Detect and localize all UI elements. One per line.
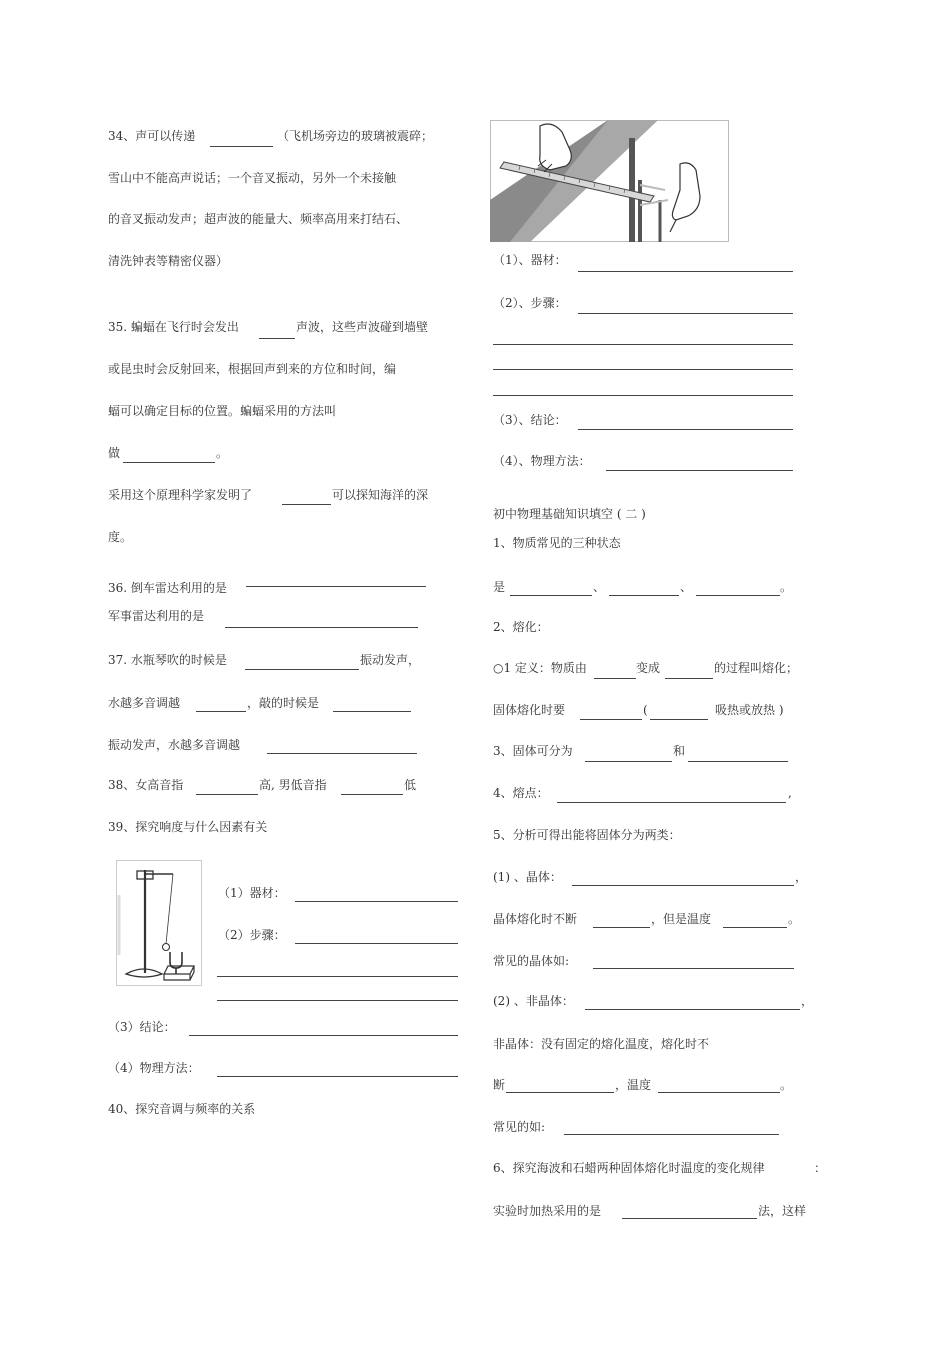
r-q5-cm-blank-2[interactable] xyxy=(723,927,787,928)
q37-line2a: 水越多音调越 xyxy=(108,696,181,710)
r-q5-crystal-label: (1) 、晶体： xyxy=(493,870,562,884)
r-q5-cm-blank-1[interactable] xyxy=(593,927,650,928)
q34-line3: 的音叉振动发声；超声波的能量大、频率高用来打结石、 xyxy=(108,212,409,226)
r-q5-title: 5、分析可得出能将固体分为两类： xyxy=(493,828,681,842)
q35-line1b: 声波，这些声波碰到墙壁 xyxy=(296,320,429,334)
q40-steps-blank-1[interactable] xyxy=(578,313,793,314)
r-q5-common-noncrystal: 常见的如: xyxy=(493,1120,546,1134)
q40-method-label: （4）、物理方法： xyxy=(493,454,591,468)
q39-equipment-blank[interactable] xyxy=(295,901,458,902)
q39-method-label: （4）物理方法： xyxy=(108,1061,200,1075)
q39-equipment-label: （1）器材： xyxy=(218,886,286,900)
r-q5-cm-b: ，但是温度 xyxy=(651,912,712,926)
q38-blank-1[interactable] xyxy=(196,794,258,795)
r-q1-sep-2: 、 xyxy=(680,580,693,594)
r-q2-blank-4[interactable] xyxy=(650,719,708,720)
q36-line2: 军事雷达利用的是 xyxy=(108,609,205,623)
q34-line1a: 34、声可以传递 xyxy=(108,129,196,143)
q38-part-b: 高, 男低音指 xyxy=(259,778,327,792)
q35-line2: 或昆虫时会反射回来，根据回声到来的方位和时间，编 xyxy=(108,362,397,376)
r-q2-solid-a: 固体熔化时要 xyxy=(493,703,566,717)
q35-line5b: 可以探知海洋的深 xyxy=(332,488,429,502)
r-q1-end: 。 xyxy=(780,580,793,594)
q38-part-c: 低 xyxy=(404,778,417,792)
ruler-on-table-figure xyxy=(490,120,729,242)
q35-line6: 度。 xyxy=(108,530,133,544)
r-q1-line1: 1、物质常见的三种状态 xyxy=(493,536,621,550)
r-q5-crystal-blank[interactable] xyxy=(572,885,794,886)
r-q2-def-b: 变成 xyxy=(636,661,661,675)
q37-blank-4[interactable] xyxy=(267,753,417,754)
q36-blank-2[interactable] xyxy=(225,627,418,628)
r-q5-nc-blank-1[interactable] xyxy=(506,1092,614,1093)
r-q1-blank-1[interactable] xyxy=(510,595,592,596)
r-q6-line1-end: ： xyxy=(814,1161,827,1175)
r-q3-blank-1[interactable] xyxy=(585,761,672,762)
q35-line4b: 。 xyxy=(216,446,229,460)
q37-line1a: 37. 水瓶琴吹的时候是 xyxy=(108,653,227,667)
q37-line2b: ，敲的时候是 xyxy=(247,696,320,710)
r-q5-nc-line2b: ，温度 xyxy=(615,1078,652,1092)
q34-line4: 清洗钟表等精密仪器） xyxy=(108,254,229,268)
r-q2-blank-2[interactable] xyxy=(665,678,713,679)
r-q2-def-c: 的过程叫熔化； xyxy=(714,661,799,675)
q36-blank-1[interactable] xyxy=(246,586,426,587)
q40-steps-blank-4[interactable] xyxy=(493,395,793,396)
r-q2-solid-c: 吸热或放热 ) xyxy=(715,703,784,717)
r-q4-blank[interactable] xyxy=(557,802,786,803)
q40-steps-blank-2[interactable] xyxy=(493,344,793,345)
q39-method-blank[interactable] xyxy=(217,1076,458,1077)
q39-steps-label: （2）步骤： xyxy=(218,928,286,942)
section-title: 初中物理基础知识填空 ( 二 ) xyxy=(493,507,646,521)
r-q5-nc-line2c: 。 xyxy=(780,1078,793,1092)
q38-blank-2[interactable] xyxy=(341,794,403,795)
r-q5-common-crystal: 常见的晶体如: xyxy=(493,954,570,968)
q39-conclusion-label: （3）结论： xyxy=(108,1020,176,1034)
q39-conclusion-blank[interactable] xyxy=(189,1035,458,1036)
r-q5-nc-line1: 非晶体：没有固定的熔化温度，熔化时不 xyxy=(493,1037,710,1051)
q37-blank-1[interactable] xyxy=(245,669,359,670)
r-q3-a: 3、固体可分为 xyxy=(493,744,573,758)
r-q6-line1: 6、探究海波和石蜡两种固体熔化时温度的变化规律 xyxy=(493,1161,765,1175)
r-q5-cm-a: 晶体熔化时不断 xyxy=(493,912,578,926)
r-q2-blank-3[interactable] xyxy=(580,719,642,720)
q40-steps-label: （2）、步骤： xyxy=(493,296,567,310)
r-q5-nc-line2a: 断 xyxy=(493,1078,506,1092)
q37-line1b: 振动发声， xyxy=(360,653,421,667)
q35-blank-2[interactable] xyxy=(123,462,215,463)
r-q1-blank-3[interactable] xyxy=(696,595,780,596)
q39-title: 39、探究响度与什么因素有关 xyxy=(108,820,268,834)
r-q5-common-crystal-blank[interactable] xyxy=(593,968,794,969)
r-q5-noncrystal-end: ， xyxy=(801,994,814,1008)
r-q6-line2a: 实验时加热采用的是 xyxy=(493,1204,602,1218)
q35-line1a: 35. 蝙蝠在飞行时会发出 xyxy=(108,320,239,334)
q40-title: 40、探究音调与频率的关系 xyxy=(108,1102,256,1116)
q39-steps-blank-3[interactable] xyxy=(217,1000,458,1001)
r-q5-crystal-end: ， xyxy=(795,870,808,884)
q35-line3: 蝠可以确定目标的位置。蝙蝠采用的方法叫 xyxy=(108,404,337,418)
r-q5-common-noncrystal-blank[interactable] xyxy=(564,1134,779,1135)
r-q1-sep-1: 、 xyxy=(593,580,606,594)
q37-blank-3[interactable] xyxy=(333,711,411,712)
q35-blank-1[interactable] xyxy=(259,338,295,339)
q39-steps-blank-1[interactable] xyxy=(295,943,458,944)
q34-line2: 雪山中不能高声说话；一个音叉振动，另外一个未接触 xyxy=(108,171,397,185)
q40-equipment-label: （1）、器材： xyxy=(493,253,567,267)
r-q6-blank[interactable] xyxy=(622,1218,757,1219)
q35-blank-3[interactable] xyxy=(282,504,331,505)
q34-line1b: （飞机场旁边的玻璃被震碎； xyxy=(277,129,434,143)
r-q1-line2a: 是 xyxy=(493,580,506,594)
q40-steps-blank-3[interactable] xyxy=(493,369,793,370)
r-q2-title: 2、熔化： xyxy=(493,620,549,634)
r-q1-blank-2[interactable] xyxy=(609,595,679,596)
r-q2-def-a: ○1 定义：物质由 xyxy=(493,661,587,675)
q37-line3: 振动发声，水越多音调越 xyxy=(108,738,241,752)
r-q4-b: , xyxy=(788,786,792,800)
q34-blank[interactable] xyxy=(210,146,273,147)
q40-conclusion-label: （3）、结论： xyxy=(493,413,567,427)
q35-line4a: 做 xyxy=(108,446,121,460)
r-q5-noncrystal-blank[interactable] xyxy=(585,1009,800,1010)
r-q5-cm-c: 。 xyxy=(788,912,801,926)
q40-method-blank[interactable] xyxy=(606,470,793,471)
r-q5-noncrystal-label: (2) 、非晶体： xyxy=(493,994,574,1008)
q39-steps-blank-2[interactable] xyxy=(217,976,458,977)
r-q2-blank-1[interactable] xyxy=(594,678,636,679)
q36-line1: 36. 倒车雷达利用的是 xyxy=(108,581,227,595)
r-q3-blank-2[interactable] xyxy=(688,761,788,762)
q40-conclusion-blank[interactable] xyxy=(578,429,793,430)
r-q4-a: 4、熔点： xyxy=(493,786,549,800)
q40-equipment-blank[interactable] xyxy=(578,271,793,272)
q38-part-a: 38、女高音指 xyxy=(108,778,184,792)
q37-blank-2[interactable] xyxy=(196,711,246,712)
r-q6-line2b: 法，这样 xyxy=(758,1204,807,1218)
r-q2-solid-b: ( xyxy=(643,703,648,717)
tuning-fork-pendulum-figure xyxy=(116,860,202,986)
r-q5-nc-blank-2[interactable] xyxy=(658,1092,780,1093)
r-q3-b: 和 xyxy=(673,744,686,758)
q35-line5a: 采用这个原理科学家发明了 xyxy=(108,488,253,502)
